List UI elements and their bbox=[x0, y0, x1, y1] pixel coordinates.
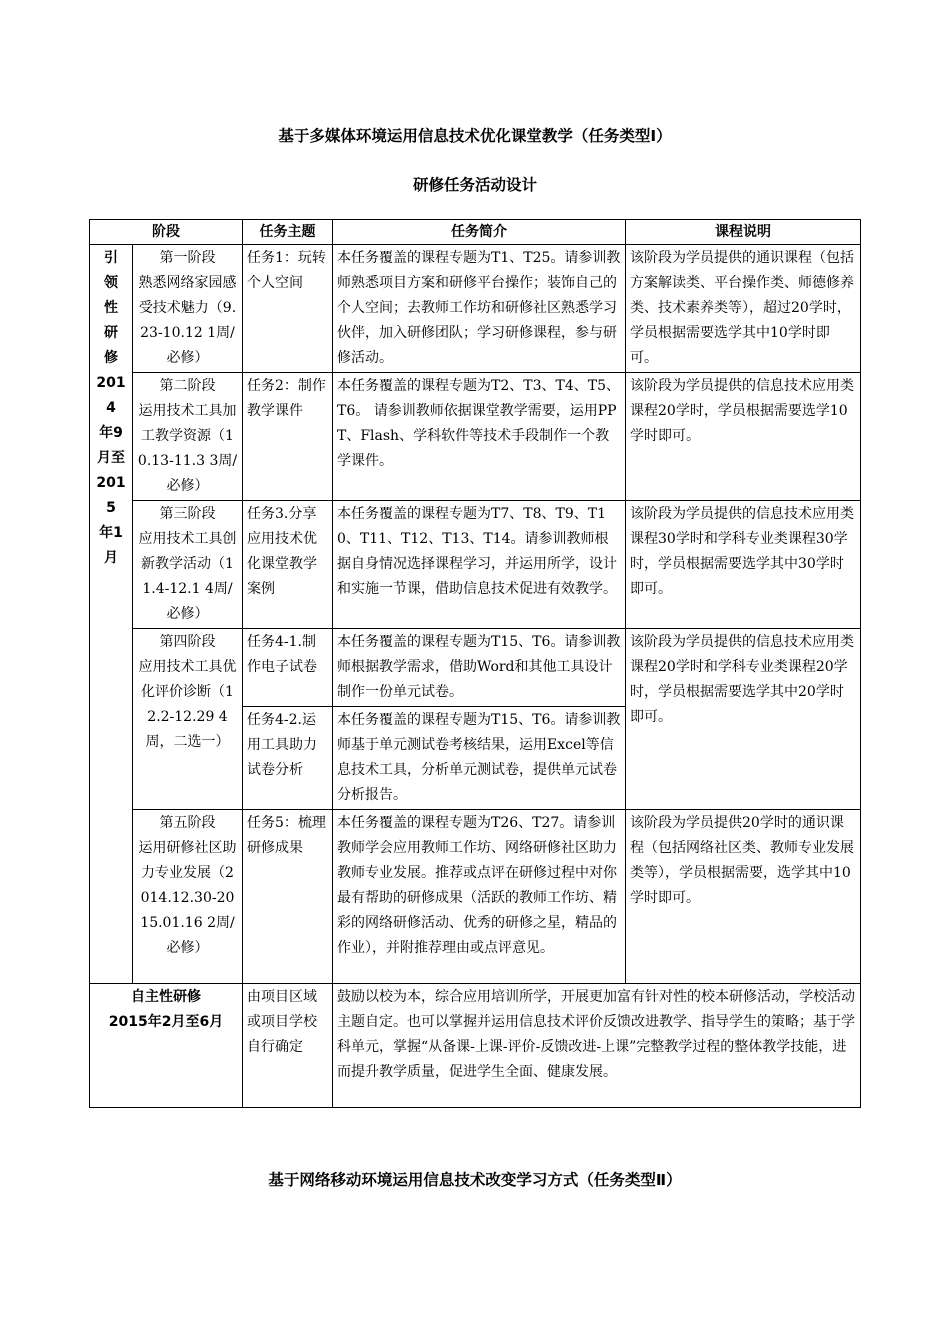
task-2-intro: 本任务覆盖的课程专题为T2、T3、T4、T5、T6。 请参训教师依据课堂教学需要，运用PPT、Flash、学科软件等技术手段制作一个教学课件。 bbox=[333, 373, 626, 501]
stage-1-course: 该阶段为学员提供的通识课程（包括方案解读类、平台操作类、师德修养类、技术素养类等），超过20学时，学员根据需要选学其中10学时即可。 bbox=[626, 245, 861, 373]
document-title: 基于多媒体环境运用信息技术优化课堂教学（任务类型Ⅰ） bbox=[278, 127, 672, 145]
self-study-theme: 由项目区域或项目学校自行确定 bbox=[243, 984, 333, 1108]
table-header-row bbox=[90, 220, 861, 245]
table-row bbox=[90, 373, 861, 501]
stage-4-course: 该阶段为学员提供的信息技术应用类课程20学时和学科专业类课程20学时，学员根据需要选学其中20学时即可。 bbox=[626, 629, 861, 810]
header-intro: 任务简介 bbox=[333, 220, 626, 245]
task-4-2-theme: 任务4-2.运用工具助力试卷分析 bbox=[243, 707, 333, 810]
header-theme: 任务主题 bbox=[243, 220, 333, 245]
stage-2-course: 该阶段为学员提供的信息技术应用类课程20学时，学员根据需要选学10学时即可。 bbox=[626, 373, 861, 501]
self-study-label: 自主性研修 2015年2月至6月 bbox=[90, 984, 243, 1108]
task-1-theme: 任务1：玩转个人空间 bbox=[243, 245, 333, 373]
self-study-intro: 鼓励以校为本，综合应用培训所学，开展更加富有针对性的校本研修活动，学校活动主题自定。也可以掌握并运用信息技术评价反馈改进教学、指导学生的策略；基于学科单元，掌握“从备课-上课-评价-反馈改进-上课”完整教学过程的整体教学技能，进而提升教学质量，促进学生全面、健康发展。 bbox=[333, 984, 861, 1108]
stage-3-course: 该阶段为学员提供的信息技术应用类课程30学时和学科专业类课程30学时，学员根据需要选学其中30学时即可。 bbox=[626, 501, 861, 629]
task-3-theme: 任务3.分享应用技术优化课堂教学案例 bbox=[243, 501, 333, 629]
table-row bbox=[90, 810, 861, 984]
guided-study-label: 引 领 性 研 修 2014 年9 月至 2015 年1 月 bbox=[90, 245, 133, 984]
stage-5-cell: 第五阶段 运用研修社区助力专业发展（2014.12.30-2015.01.16 2周/必修） bbox=[133, 810, 243, 984]
header-course: 课程说明 bbox=[626, 220, 861, 245]
table-row bbox=[90, 245, 861, 373]
task-1-intro: 本任务覆盖的课程专题为T1、T25。请参训教师熟悉项目方案和研修平台操作；装饰自己的个人空间；去教师工作坊和研修社区熟悉学习伙伴，加入研修团队；学习研修课程，参与研修活动。 bbox=[333, 245, 626, 373]
stage-2-cell: 第二阶段 运用技术工具加工教学资源（10.13-11.3 3周/必修） bbox=[133, 373, 243, 501]
stage-3-cell: 第三阶段 应用技术工具创新教学活动（11.4-12.1 4周/必修） bbox=[133, 501, 243, 629]
task-4-1-intro: 本任务覆盖的课程专题为T15、T6。请参训教师根据教学需求，借助Word和其他工具设计制作一份单元试卷。 bbox=[333, 629, 626, 707]
task-3-intro: 本任务覆盖的课程专题为T7、T8、T9、T10、T11、T12、T13、T14。请参训教师根据自身情况选择课程学习，并运用所学，设计和实施一节课，借助信息技术促进有效教学。 bbox=[333, 501, 626, 629]
task-2-theme: 任务2：制作教学课件 bbox=[243, 373, 333, 501]
header-stage: 阶段 bbox=[90, 220, 243, 245]
stage-5-course: 该阶段为学员提供20学时的通识课程（包括网络社区类、教师专业发展类等），学员根据需要，选学其中10学时即可。 bbox=[626, 810, 861, 984]
stage-4-cell: 第四阶段 应用技术工具优化评价诊断（12.2-12.29 4周，二选一） bbox=[133, 629, 243, 810]
task-5-theme: 任务5：梳理研修成果 bbox=[243, 810, 333, 984]
table-row bbox=[90, 629, 861, 707]
document-subtitle: 研修任务活动设计 bbox=[412, 176, 537, 194]
next-section-title: 基于网络移动环境运用信息技术改变学习方式（任务类型Ⅱ） bbox=[268, 1171, 682, 1189]
table-row bbox=[90, 984, 861, 1108]
task-design-table bbox=[89, 219, 861, 1108]
task-4-2-intro: 本任务覆盖的课程专题为T15、T6。请参训教师基于单元测试卷考核结果，运用Excel等信息技术工具，分析单元测试卷，提供单元试卷分析报告。 bbox=[333, 707, 626, 810]
task-4-1-theme: 任务4-1.制作电子试卷 bbox=[243, 629, 333, 707]
table-row bbox=[90, 501, 861, 629]
stage-1-cell: 第一阶段 熟悉网络家园感受技术魅力（9.23-10.12 1周/必修） bbox=[133, 245, 243, 373]
task-5-intro: 本任务覆盖的课程专题为T26、T27。请参训教师学会应用教师工作坊、网络研修社区助力教师专业发展。推荐或点评在研修过程中对你最有帮助的研修成果（活跃的教师工作坊、精彩的网络研修活动、优秀的研修之星，精品的作业），并附推荐理由或点评意见。 bbox=[333, 810, 626, 984]
